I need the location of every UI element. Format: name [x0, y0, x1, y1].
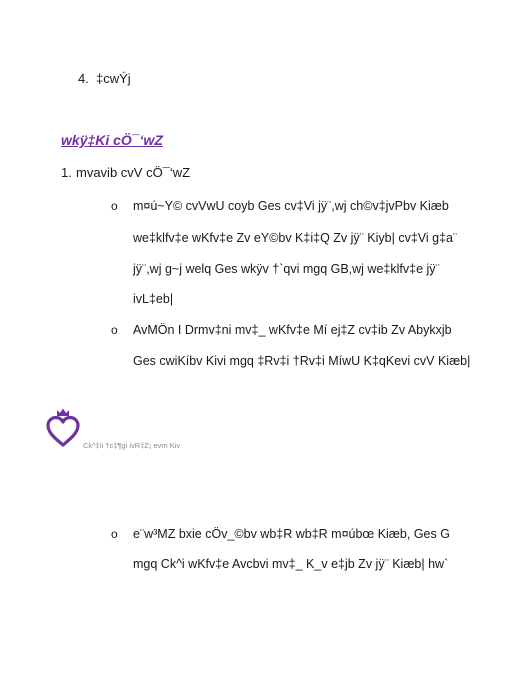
- top-item-number: 4.: [78, 71, 89, 86]
- bullet-marker: o: [111, 199, 118, 213]
- heart-crown-logo-icon: [46, 407, 80, 449]
- bullet-1-line-4: ivL‡eb|: [133, 292, 174, 306]
- bullet-2-line-2: Ges cwiKíbv Kivi mgq ‡Rv‡i †Rv‡i MíwU K‡qKevi cvV Kiæb|: [133, 354, 471, 368]
- bullet-1-line-2: we‡klfv‡e wKfv‡e Zv eY©bv K‡i‡Q Zv jÿ¨ Kiyb| cv‡Vi g‡a¨: [133, 231, 458, 245]
- bullet-1-line-3: jÿ¨,wj g~j welq Ges wkÿv †`qvi mgq GB,wj we‡klfv‡e jÿ¨: [133, 262, 440, 276]
- bullet-3-line-1: e¨w³MZ bxie cÖv_©bv wb‡R wb‡R m¤úbœ Kiæb, Ges G: [133, 527, 450, 541]
- bullet-marker: o: [111, 323, 118, 337]
- bullet-1-line-1: m¤ú~Y© cvVwU coyb Ges cv‡Vi jÿ¨,wj ch©v‡jvPbv Kiæb: [133, 199, 449, 213]
- bullet-2-line-1: AvMÖn I Drmv‡ni mv‡_ wKfv‡e Mí ej‡Z cv‡ib Zv Abykxjb: [133, 323, 452, 337]
- bullet-marker: o: [111, 527, 118, 541]
- bullet-3-line-2: mgq Ck^i wKfv‡e Avcbvi mv‡_ K_v e‡jb Zv jÿ¨ Kiæb| hw`: [133, 557, 449, 571]
- top-item-text: ‡cwÝj: [96, 71, 131, 86]
- section-heading: wkÿ‡Ki cÖ¯‘wZ: [61, 132, 163, 148]
- list-item-text: mvavib cvV cÖ¯‘wZ: [76, 165, 191, 180]
- footer-text: Ck^‡ii †c‡¶gi ivR‡Z¡ evm Kiv: [83, 441, 181, 450]
- list-item-number: 1.: [61, 165, 72, 180]
